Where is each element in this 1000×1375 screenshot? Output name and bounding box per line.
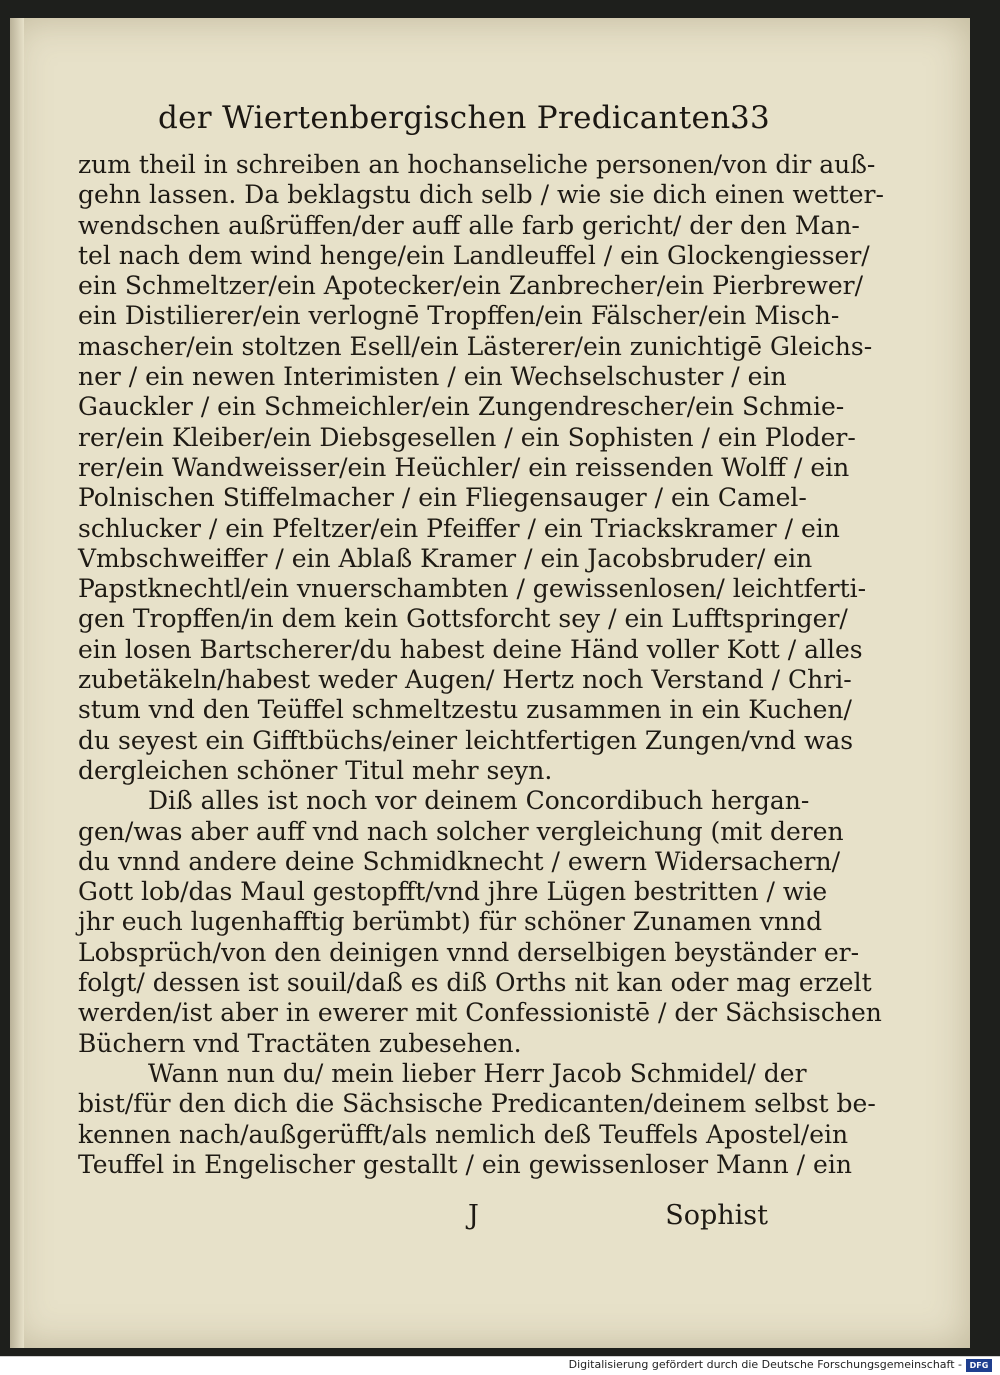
- text-line: ein Schmeltzer/ein Apotecker/ein Zanbrecher/ein Pierbrewer/: [78, 271, 864, 301]
- text-line: stum vnd den Teüffel schmeltzestu zusammen in ein Kuchen/: [78, 695, 852, 725]
- text-line: mascher/ein stoltzen Esell/ein Lästerer/ein zunichtigē Gleichs-: [78, 331, 873, 361]
- text-line: jhr euch lugenhafftig berümbt) für schöner Zunamen vnnd: [78, 907, 823, 937]
- text-line: Vmbschweiffer / ein Ablaß Kramer / ein Jacobsbruder/ ein: [78, 543, 813, 573]
- text-line: Teuffel in Engelischer gestallt / ein gewissenloser Mann / ein: [78, 1149, 852, 1179]
- text-line: kennen nach/außgerüfft/als nemlich deß Teuffels Apostel/ein: [78, 1119, 849, 1149]
- catchword: Sophist: [665, 1200, 768, 1231]
- text-line: rer/ein Kleiber/ein Diebsgesellen / ein Sophisten / ein Ploder-: [78, 422, 856, 452]
- signature-mark: J: [468, 1200, 479, 1231]
- dfg-logo-icon: DFG: [966, 1359, 992, 1372]
- digitization-credit-bar: [0, 1356, 1000, 1375]
- text-line: du seyest ein Gifftbüchs/einer leichtfertigen Zungen/vnd was: [78, 725, 854, 755]
- text-line: Büchern vnd Tractäten zubesehen.: [78, 1028, 522, 1058]
- text-line: Polnischen Stiffelmacher / ein Fliegensauger / ein Camel-: [78, 483, 807, 513]
- text-line: Papstknechtl/ein vnuerschambten / gewissenlosen/ leichtferti-: [78, 574, 867, 604]
- text-line: ner / ein newen Interimisten / ein Wechselschuster / ein: [78, 362, 787, 392]
- running-title: der Wiertenbergischen Predicanten.: [158, 100, 741, 136]
- page-number: 33: [729, 100, 770, 136]
- text-line: folgt/ dessen ist souil/daß es diß Orths nit kan oder mag erzelt: [78, 968, 872, 998]
- text-line: schlucker / ein Pfeltzer/ein Pfeiffer / ein Triackskramer / ein: [78, 513, 840, 543]
- text-line: Wann nun du/ mein lieber Herr Jacob Schmidel/ der: [148, 1058, 807, 1088]
- text-line: werden/ist aber in ewerer mit Confessionistē / der Sächsischen: [78, 998, 882, 1028]
- text-line: gehn lassen. Da beklagstu dich selb / wie sie dich einen wetter-: [78, 180, 884, 210]
- body-text: [78, 150, 884, 1180]
- text-line: gen Tropffen/in dem kein Gottsforcht sey / ein Lufftspringer/: [78, 604, 848, 634]
- text-line: Diß alles ist noch vor deinem Concordibuch hergan-: [148, 786, 810, 816]
- text-line: gen/was aber auff vnd nach solcher vergleichung (mit deren: [78, 816, 844, 846]
- text-line: zum theil in schreiben an hochanseliche personen/von dir auß-: [78, 150, 876, 179]
- text-line: Lobsprüch/von den deinigen vnnd derselbigen beyständer er-: [78, 937, 860, 967]
- text-line: Gott lob/das Maul gestopfft/vnd jhre Lügen bestritten / wie: [78, 877, 828, 907]
- text-line: bist/für den dich die Sächsische Predicanten/deinem selbst be-: [78, 1089, 876, 1119]
- text-line: zubetäkeln/habest weder Augen/ Hertz noch Verstand / Chri-: [78, 665, 852, 695]
- text-line: rer/ein Wandweisser/ein Heüchler/ ein reissenden Wolff / ein: [78, 452, 850, 482]
- text-line: wendschen außrüffen/der auff alle farb gericht/ der den Man-: [78, 210, 860, 240]
- text-line: du vnnd andere deine Schmidknecht / ewern Widersachern/: [78, 846, 840, 876]
- credit-text: Digitalisierung gefördert durch die Deutsche Forschungsgemeinschaft -: [568, 1358, 962, 1371]
- text-line: ein losen Bartscherer/du habest deine Händ voller Kott / alles: [78, 634, 863, 664]
- text-line: Gauckler / ein Schmeichler/ein Zungendrescher/ein Schmie-: [78, 392, 845, 422]
- text-line: dergleichen schöner Titul mehr seyn.: [78, 755, 553, 785]
- text-line: tel nach dem wind henge/ein Landleuffel / ein Glockengiesser/: [78, 240, 870, 270]
- page-gutter-shadow: [10, 18, 24, 1348]
- text-line: ein Distilierer/ein verlognē Tropffen/ein Fälscher/ein Misch-: [78, 301, 840, 331]
